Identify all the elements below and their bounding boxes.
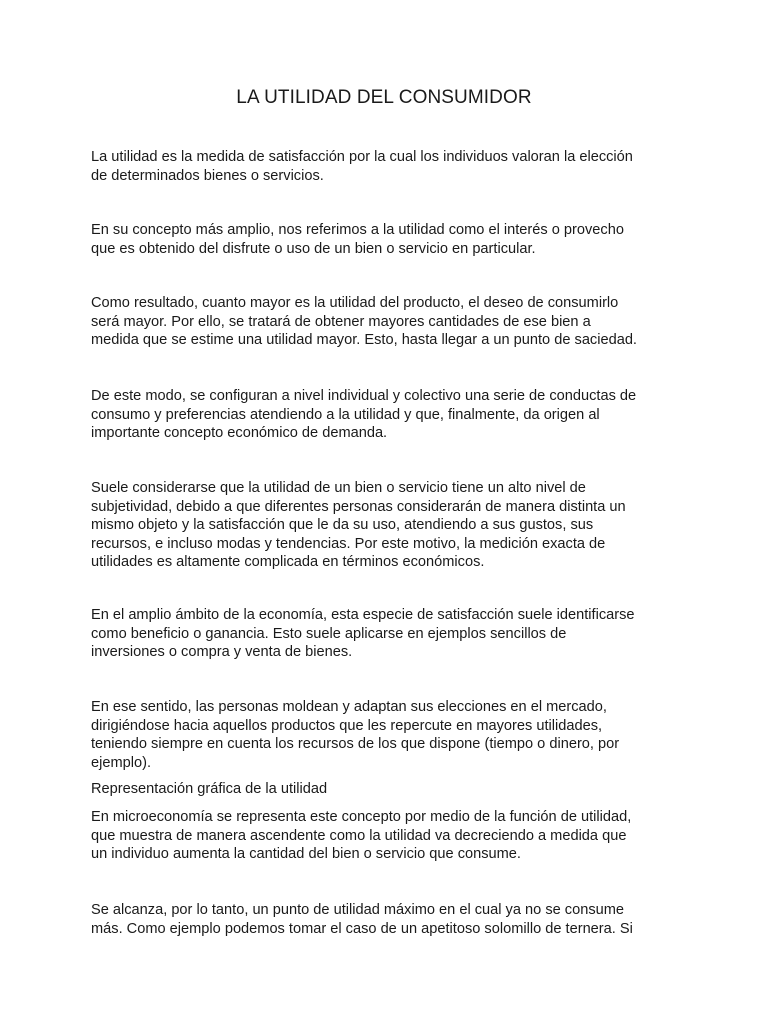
paragraph-line: medida que se estime una utilidad mayor. Esto, hasta llegar a un punto de saciedad.	[91, 332, 637, 349]
paragraph-10	[91, 901, 691, 938]
paragraph-2	[91, 221, 691, 258]
paragraph-line: En su concepto más amplio, nos referimos a la utilidad como el interés o provecho	[91, 222, 624, 238]
paragraph-4	[91, 387, 691, 443]
section-heading	[91, 780, 691, 799]
paragraph-line: que muestra de manera ascendente como la utilidad va decreciendo a medida que	[91, 827, 627, 844]
paragraph-line: subjetividad, debido a que diferentes personas considerarán de manera distinta un	[91, 498, 626, 515]
paragraph-line: De este modo, se configuran a nivel individual y colectivo una serie de conductas de	[91, 388, 637, 404]
paragraph-line: dirigiéndose hacia aquellos productos que les repercute en mayores utilidades,	[91, 717, 603, 734]
paragraph-line: será mayor. Por ello, se tratará de obtener mayores cantidades de ese bien a	[91, 313, 591, 330]
paragraph-line: un individuo aumenta la cantidad del bien o servicio que consume.	[91, 846, 521, 863]
paragraph-line: Suele considerarse que la utilidad de un bien o servicio tiene un alto nivel de	[91, 480, 586, 496]
paragraph-1	[91, 148, 691, 185]
paragraph-line: más. Como ejemplo podemos tomar el caso de un apetitoso solomillo de ternera. Si	[91, 920, 633, 937]
document-title: LA UTILIDAD DEL CONSUMIDOR	[236, 87, 532, 108]
paragraph-line: mismo objeto y la satisfacción que le da su uso, atendiendo a sus gustos, sus	[91, 517, 594, 534]
paragraph-line: de determinados bienes o servicios.	[91, 167, 324, 184]
paragraph-9	[91, 808, 691, 864]
paragraph-line: Representación gráfica de la utilidad	[91, 781, 328, 797]
paragraph-line: como beneficio o ganancia. Esto suele aplicarse en ejemplos sencillos de	[91, 625, 567, 642]
paragraph-line: La utilidad es la medida de satisfacción por la cual los individuos valoran la elección	[91, 149, 633, 165]
paragraph-line: inversiones o compra y venta de bienes.	[91, 644, 353, 661]
paragraph-line: En ese sentido, las personas moldean y adaptan sus elecciones en el mercado,	[91, 699, 607, 715]
paragraph-line: recursos, e incluso modas y tendencias. Por este motivo, la medición exacta de	[91, 535, 606, 552]
paragraph-line: que es obtenido del disfrute o uso de un bien o servicio en particular.	[91, 240, 536, 257]
paragraph-7	[91, 698, 691, 772]
paragraph-3	[91, 294, 691, 350]
paragraph-5	[91, 479, 691, 572]
paragraph-line: consumo y preferencias atendiendo a la utilidad y que, finalmente, da origen al	[91, 406, 600, 423]
paragraph-line: Como resultado, cuanto mayor es la utilidad del producto, el deseo de consumirlo	[91, 295, 619, 311]
paragraph-line: teniendo siempre en cuenta los recursos de los que dispone (tiempo o dinero, por	[91, 736, 620, 753]
paragraph-line: En el amplio ámbito de la economía, esta especie de satisfacción suele identificarse	[91, 607, 635, 623]
paragraph-line: importante concepto económico de demanda.	[91, 425, 388, 442]
paragraph-line: utilidades es altamente complicada en términos económicos.	[91, 554, 485, 571]
paragraph-line: Se alcanza, por lo tanto, un punto de utilidad máximo en el cual ya no se consume	[91, 902, 624, 918]
paragraph-line: En microeconomía se representa este concepto por medio de la función de utilidad,	[91, 809, 632, 825]
paragraph-6	[91, 606, 691, 662]
paragraph-line: ejemplo).	[91, 754, 152, 771]
